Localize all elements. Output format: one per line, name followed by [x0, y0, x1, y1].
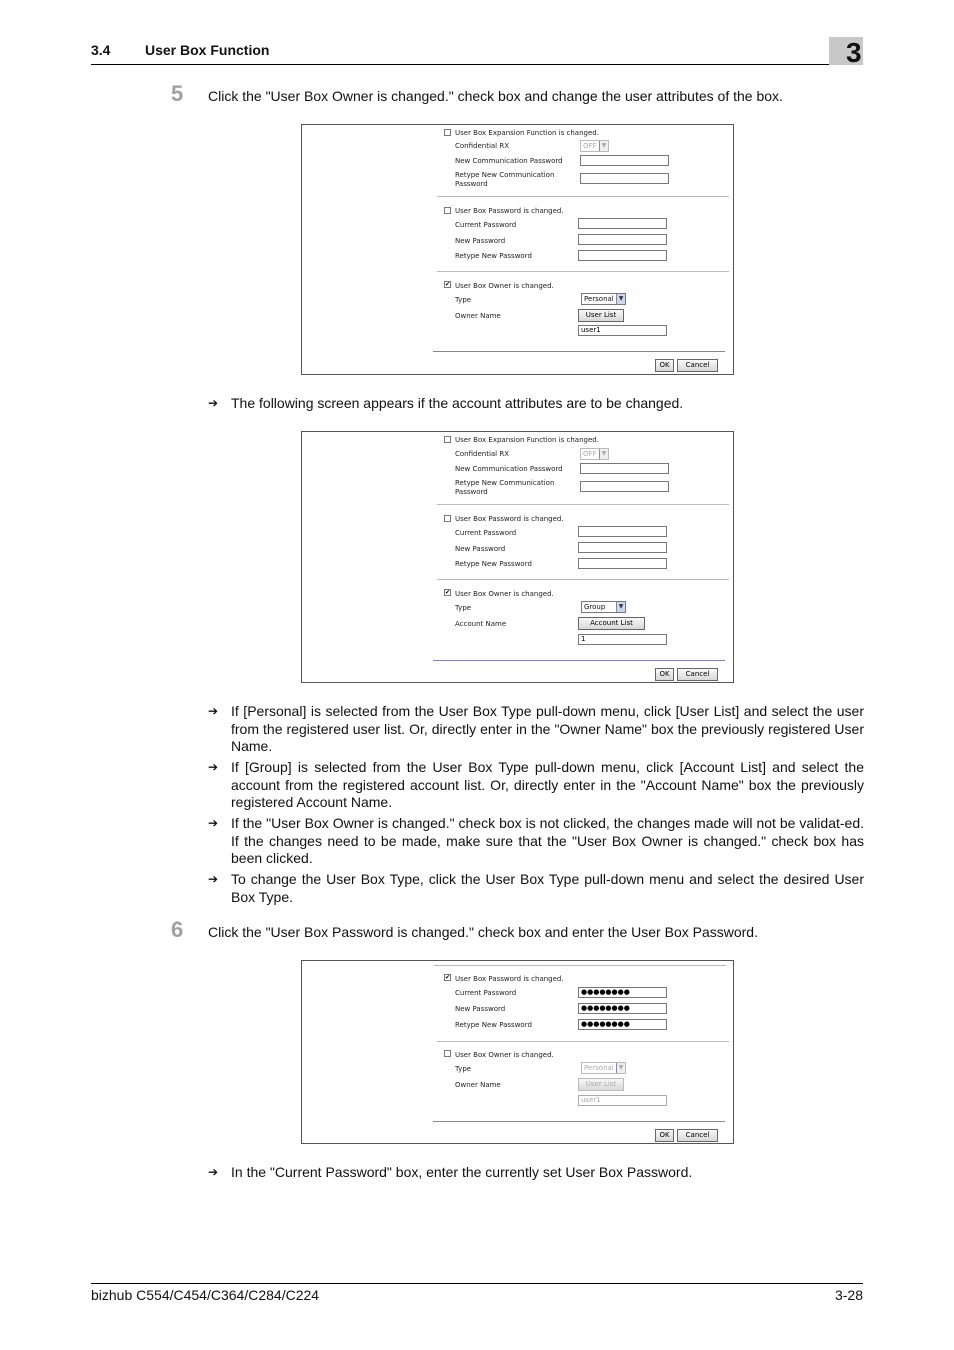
new-comm-pw-field[interactable] [580, 155, 669, 166]
confidential-rx-value: OFF [583, 450, 597, 458]
retype-pw-label: Retype New Password [455, 560, 532, 568]
section-number: 3.4 [91, 42, 111, 58]
bullet-item [208, 395, 864, 413]
new-pw-field[interactable] [578, 234, 667, 245]
bullet-text: If [Group] is selected from the User Box Type pull-down menu, click [Account List] and select the account from the registered account list. Or, directly enter in the "Account Name" box the previously registered Account Name. [231, 759, 864, 810]
divider [434, 965, 726, 966]
arrow-icon: ➔ [208, 872, 219, 886]
type-value: Personal [584, 1064, 614, 1072]
screenshot-password [301, 960, 734, 1144]
divider [433, 1121, 725, 1122]
divider [437, 579, 729, 580]
retype-pw-label: Retype New Password [455, 1021, 532, 1029]
current-pw-field[interactable]: ●●●●●●●● [578, 987, 667, 998]
type-value: Group [584, 603, 606, 611]
ok-button[interactable]: OK [655, 668, 674, 681]
cancel-button[interactable]: Cancel [677, 668, 718, 681]
cancel-button[interactable]: Cancel [677, 1129, 718, 1142]
new-comm-pw-field[interactable] [580, 463, 669, 474]
footer-model: bizhub C554/C454/C364/C284/C224 [91, 1287, 320, 1303]
current-pw-label: Current Password [455, 221, 517, 229]
type-select[interactable] [581, 1062, 626, 1074]
owner-name-label: Owner Name [455, 312, 501, 320]
confidential-rx-label: Confidential RX [455, 450, 510, 458]
confidential-rx-label: Confidential RX [455, 142, 510, 150]
bullet-item [208, 703, 864, 756]
chapter-number: 3 [846, 37, 862, 68]
chevron-down-icon: ▼ [616, 294, 625, 304]
account-name-label: Account Name [455, 620, 507, 628]
ok-button[interactable]: OK [655, 1129, 674, 1142]
type-select[interactable] [581, 601, 626, 613]
retype-comm-pw-label-2: Password [455, 180, 488, 188]
bullet-text: To change the User Box Type, click the User Box Type pull-down menu and select the desired User Box Type. [231, 871, 864, 905]
password-checkbox[interactable]: ✔ [445, 974, 451, 981]
current-pw-label: Current Password [455, 989, 517, 997]
divider [437, 196, 729, 197]
bullet-text: The following screen appears if the account attributes are to be changed. [231, 395, 684, 411]
new-comm-pw-label: New Communication Password [455, 465, 563, 473]
password-check-label: User Box Password is changed. [455, 975, 564, 983]
owner-checkbox[interactable]: ✔ [445, 281, 451, 288]
owner-name-field[interactable]: user1 [578, 325, 667, 336]
expansion-checkbox[interactable] [444, 129, 451, 136]
expansion-checkbox[interactable] [444, 436, 451, 443]
arrow-icon: ➔ [208, 704, 219, 718]
chevron-down-icon: ▼ [599, 141, 608, 151]
new-pw-label: New Password [455, 1005, 506, 1013]
type-label: Type [455, 604, 472, 612]
account-name-field[interactable]: 1 [578, 634, 667, 645]
divider [433, 660, 725, 661]
password-checkbox[interactable] [444, 515, 451, 522]
bullet-item [208, 871, 864, 906]
chevron-down-icon: ▼ [616, 1063, 625, 1073]
screenshot-personal [301, 124, 734, 375]
divider [437, 504, 729, 505]
header-rule [91, 64, 863, 65]
arrow-icon: ➔ [208, 1165, 219, 1179]
confidential-rx-select[interactable] [580, 448, 609, 460]
owner-name-label: Owner Name [455, 1081, 501, 1089]
owner-check-label: User Box Owner is changed. [455, 1051, 554, 1059]
user-list-button[interactable]: User List [578, 1078, 624, 1091]
chevron-down-icon: ▼ [599, 449, 608, 459]
expansion-label: User Box Expansion Function is changed. [455, 129, 599, 137]
step-text: Click the "User Box Owner is changed." check box and change the user attributes of the box. [208, 88, 783, 104]
new-pw-label: New Password [455, 237, 506, 245]
user-list-button[interactable]: User List [578, 309, 624, 322]
chevron-down-icon: ▼ [616, 602, 625, 612]
new-comm-pw-label: New Communication Password [455, 157, 563, 165]
retype-comm-pw-field[interactable] [580, 173, 669, 184]
type-label: Type [455, 1065, 472, 1073]
retype-comm-pw-field[interactable] [580, 481, 669, 492]
bullet-text: If [Personal] is selected from the User Box Type pull-down menu, click [User List] and select the user from the registered user list. Or, directly enter in the "Owner Name" box the previously registered User Name. [231, 703, 864, 754]
password-check-label: User Box Password is changed. [455, 207, 564, 215]
bullet-item [208, 1164, 864, 1182]
password-checkbox[interactable] [444, 207, 451, 214]
divider [437, 271, 729, 272]
expansion-label: User Box Expansion Function is changed. [455, 436, 599, 444]
divider [433, 351, 725, 352]
owner-check-label: User Box Owner is changed. [455, 590, 554, 598]
confidential-rx-select[interactable] [580, 140, 609, 152]
new-pw-field[interactable] [578, 542, 667, 553]
bullet-text: In the "Current Password" box, enter the currently set User Box Password. [231, 1164, 693, 1180]
password-check-label: User Box Password is changed. [455, 515, 564, 523]
current-pw-label: Current Password [455, 529, 517, 537]
section-title: User Box Function [145, 42, 270, 58]
retype-pw-field[interactable] [578, 250, 667, 261]
owner-name-field[interactable]: user1 [578, 1095, 667, 1106]
type-label: Type [455, 296, 472, 304]
step-text: Click the "User Box Password is changed." check box and enter the User Box Password. [208, 924, 758, 940]
screenshot-group [301, 431, 734, 683]
owner-check-label: User Box Owner is changed. [455, 282, 554, 290]
ok-button[interactable]: OK [655, 359, 674, 372]
arrow-icon: ➔ [208, 396, 219, 410]
current-pw-field[interactable] [578, 526, 667, 537]
bullet-item [208, 815, 864, 868]
retype-comm-pw-label: Retype New Communication [455, 171, 555, 179]
new-pw-field[interactable]: ●●●●●●●● [578, 1003, 667, 1014]
type-value: Personal [584, 295, 614, 303]
page-number: 3-28 [834, 1287, 863, 1303]
cancel-button[interactable]: Cancel [677, 359, 718, 372]
bullet-text: If the "User Box Owner is changed." check box is not clicked, the changes made will not be validat-ed. If the changes need to be made, make sure that the "User Box Owner is changed." check box has been clicked. [231, 815, 864, 866]
confidential-rx-value: OFF [583, 142, 597, 150]
footer-rule [91, 1283, 863, 1284]
divider [437, 1041, 729, 1042]
current-pw-field[interactable] [578, 218, 667, 229]
arrow-icon: ➔ [208, 816, 219, 830]
owner-checkbox[interactable]: ✔ [445, 589, 451, 596]
retype-pw-field[interactable] [578, 558, 667, 569]
arrow-icon: ➔ [208, 760, 219, 774]
retype-comm-pw-label: Retype New Communication [455, 479, 555, 487]
type-select[interactable] [581, 293, 626, 305]
retype-comm-pw-label-2: Password [455, 488, 488, 496]
bullet-item [208, 759, 864, 812]
step-number: 6 [171, 917, 184, 942]
retype-pw-label: Retype New Password [455, 252, 532, 260]
owner-checkbox[interactable] [444, 1050, 451, 1057]
new-pw-label: New Password [455, 545, 506, 553]
retype-pw-field[interactable]: ●●●●●●●● [578, 1019, 667, 1030]
account-list-button[interactable]: Account List [578, 617, 645, 630]
step-number: 5 [171, 81, 184, 106]
